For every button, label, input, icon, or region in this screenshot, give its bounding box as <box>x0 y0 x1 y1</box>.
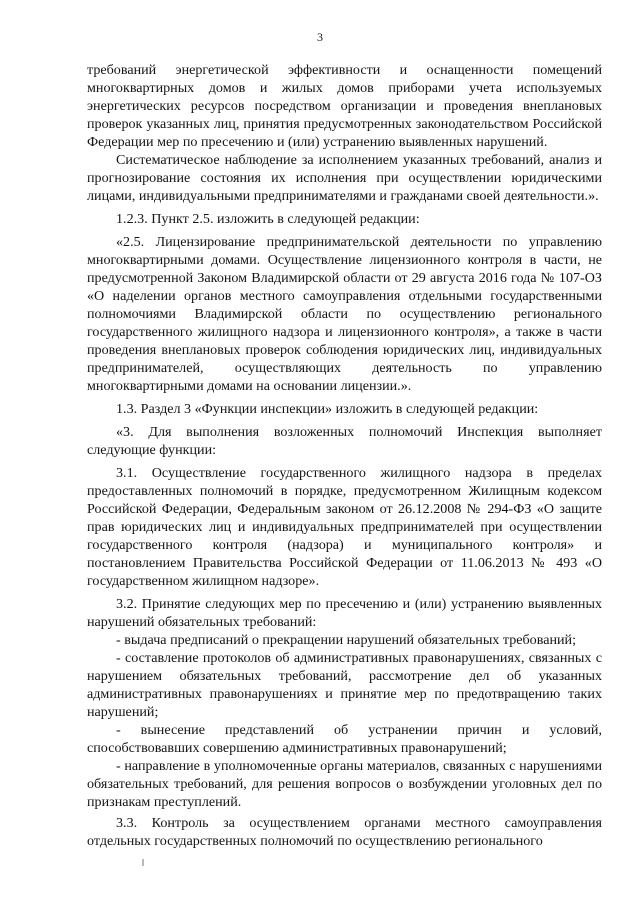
list-item-protocols: - составление протоколов об административных правонарушениях, связанных с нарушением обязательных требований, рассмотрение дел об указанных административных правонарушениях и принятие мер по предотвращению таких нарушений; <box>87 650 602 720</box>
paragraph-item-2-5: «2.5. Лицензирование предпринимательской деятельности по управлению многоквартирными домами. Осуществление лицензионного контроля в части, не предусмотренной Законом Владимирской области от 29 августа 2016 года № 107-ОЗ «О наделении органов местного самоуправления отдельными государственными полномочиями Владимирской области по осуществлению регионального государственного жилищного надзора и лицензионного контроля», а также в части проведения внеплановых проверок соблюдения юридических лиц, индивидуальных предпринимателей, осуществляющих деятельность по управлению многоквартирными домами на основании лицензии.». <box>87 234 602 394</box>
page-number: 3 <box>317 30 323 44</box>
scan-mark <box>142 859 144 866</box>
document-body <box>87 61 602 850</box>
paragraph-item-1-3: 1.3. Раздел 3 «Функции инспекции» изложить в следующей редакции: <box>116 401 539 417</box>
paragraph-item-1-2-3: 1.2.3. Пункт 2.5. изложить в следующей редакции: <box>116 211 420 227</box>
paragraph-systematic-observation: Систематическое наблюдение за исполнением указанных требований, анализ и прогнозирование состояния их исполнения при осуществлении юридическими лицами, индивидуальными предпринимателями и гражданами своей деятельности.». <box>87 152 602 204</box>
list-item-materials: - направление в уполномоченные органы материалов, связанных с нарушениями обязательных требований, для решения вопросов о возбуждении уголовных дел по признакам преступлений. <box>87 758 602 810</box>
paragraph-item-3-1: 3.1. Осуществление государственного жилищного надзора в пределах предоставленных полномочий в порядке, предусмотренном Жилищным кодексом Российской Федерации, Федеральным законом от 26.12.2008 № 294-ФЗ «О защите прав юридических лиц и индивидуальных предпринимателей при осуществлении государственного контроля (надзора) и муниципального контроля» и постановлением Правительства Российской Федерации от 11.06.2013 № 493 «О государственном жилищном надзоре». <box>87 465 602 589</box>
paragraph-energy-requirements: требований энергетической эффективности и оснащенности помещений многоквартирных домов и жилых домов приборами учета используемых энергетических ресурсов посредством организации и проведения внеплановых проверок указанных лиц, принятия предусмотренных законодательством Российской Федерации мер по пресечению и (или) устранению выявленных нарушений. <box>87 62 602 150</box>
paragraph-section-3: «3. Для выполнения возложенных полномочий Инспекция выполняет следующие функции: <box>87 424 602 458</box>
list-item-representations: - вынесение представлений об устранении причин и условий, способствовавших совершению административных правонарушений; <box>87 722 602 756</box>
list-item-prescriptions: - выдача предписаний о прекращении нарушений обязательных требований; <box>116 632 576 648</box>
paragraph-item-3-3: 3.3. Контроль за осуществлением органами местного самоуправления отдельных государственных полномочий по осуществлению регионального <box>87 815 602 849</box>
paragraph-item-3-2: 3.2. Принятие следующих мер по пресечению и (или) устранению выявленных нарушений обязательных требований: <box>87 596 602 630</box>
